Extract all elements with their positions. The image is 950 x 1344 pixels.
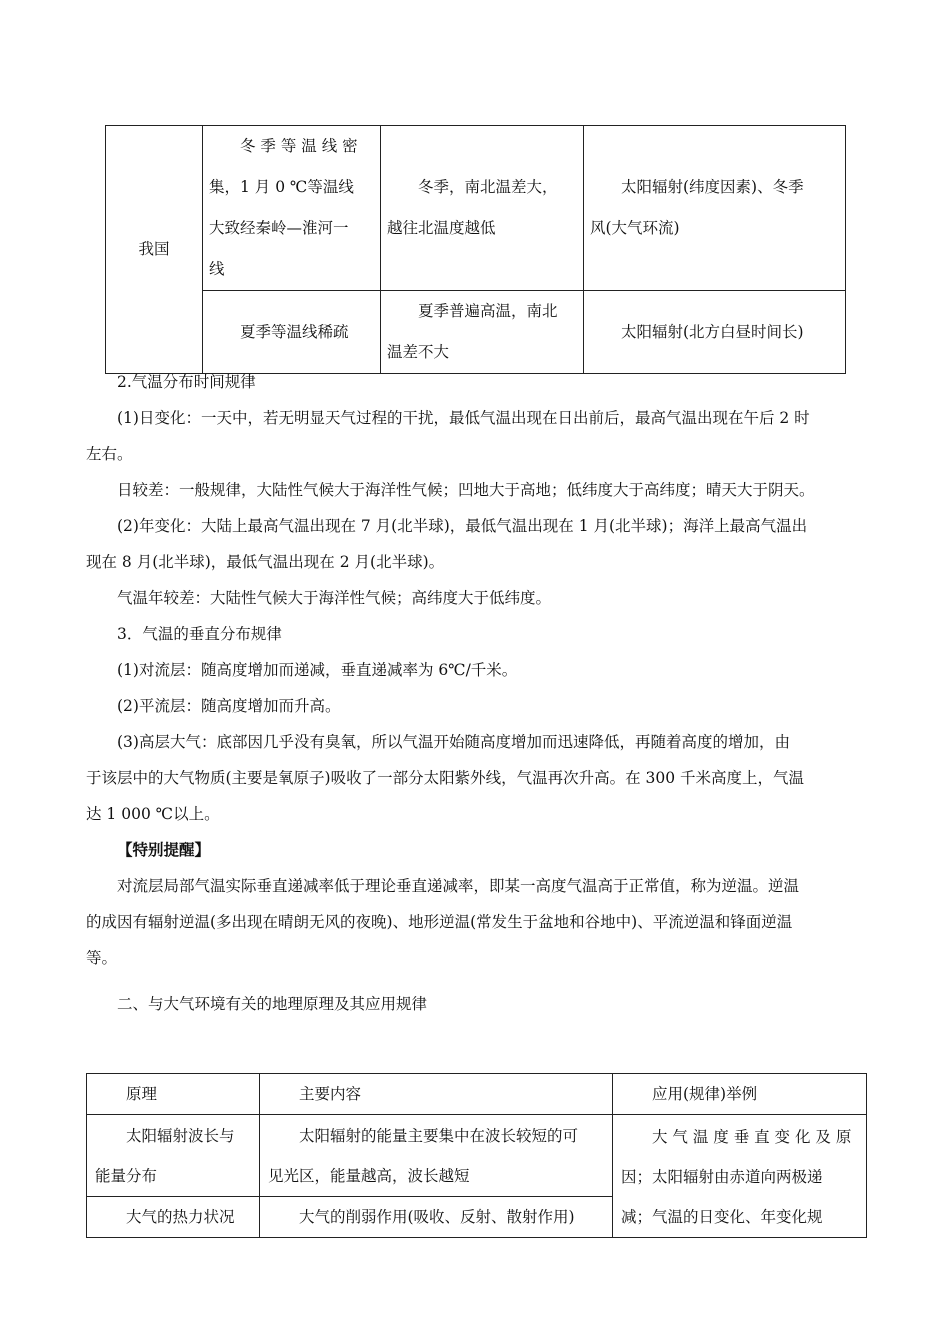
cell-line: 大致经秦岭—淮河一 bbox=[209, 219, 349, 237]
header-label: 主要内容 bbox=[299, 1085, 362, 1103]
temperature-distribution-table bbox=[105, 125, 846, 374]
content-cell bbox=[260, 1115, 613, 1197]
cell-line: 线 bbox=[209, 260, 225, 278]
tip-heading: 【特别提醒】 bbox=[117, 840, 211, 859]
summer-isotherm-feature-cell bbox=[203, 291, 381, 374]
cell-line: 减；气温的日变化、年变化规 bbox=[621, 1208, 823, 1226]
paragraph-line: 现在 8 月(北半球)，最低气温出现在 2 月(北半球)。 bbox=[86, 553, 445, 571]
summer-temperature-desc-cell bbox=[381, 291, 584, 374]
paragraph-line: 日较差：一般规律，大陆性气候大于海洋性气候；凹地大于高地；低纬度大于高纬度；晴天大于阴天。 bbox=[117, 481, 815, 499]
winter-temperature-desc-cell bbox=[381, 126, 584, 291]
cell-line: 冬 季 等 温 线 密 bbox=[240, 137, 358, 155]
paragraph-line: 的成因有辐射逆温(多出现在晴朗无风的夜晚)、地形逆温(常发生于盆地和谷地中)、平流逆温和锋面逆温 bbox=[86, 913, 793, 931]
cell-line: 夏季等温线稀疏 bbox=[240, 322, 349, 341]
cell-line: 太阳辐射(北方白昼时间长) bbox=[621, 322, 804, 341]
cell-line: 因；太阳辐射由赤道向两极递 bbox=[621, 1168, 823, 1186]
region-cell: 我国 bbox=[106, 126, 203, 374]
paragraph-line: (3)高层大气：底部因几乎没有臭氧，所以气温开始随高度增加而迅速降低，再随着高度的增加，由 bbox=[117, 733, 790, 751]
summer-cause-cell bbox=[584, 291, 846, 374]
header-principle bbox=[87, 1074, 260, 1115]
header-label: 应用(规律)举例 bbox=[652, 1085, 758, 1103]
content-cell bbox=[260, 1197, 613, 1238]
body-text bbox=[86, 364, 865, 1022]
paragraph-line: (2)年变化：大陆上最高气温出现在 7 月(北半球)，最低气温出现在 1 月(北半球)；海洋上最高气温出 bbox=[117, 517, 808, 535]
paragraph-line: (1)对流层：随高度增加而递减，垂直递减率为 6℃/千米。 bbox=[117, 661, 518, 679]
paragraph-line: 于该层中的大气物质(主要是氧原子)吸收了一部分太阳紫外线，气温再次升高。在 300 千米高度上，气温 bbox=[86, 769, 805, 787]
cell-line: 集，1 月 0 ℃等温线 bbox=[209, 178, 354, 196]
cell-line: 太阳辐射的能量主要集中在波长较短的可 bbox=[299, 1126, 579, 1145]
paragraph-line: 对流层局部气温实际垂直递减率低于理论垂直递减率，即某一高度气温高于正常值，称为逆温。逆温 bbox=[117, 877, 800, 895]
cell-line: 大气的热力状况 bbox=[126, 1208, 235, 1226]
header-example bbox=[613, 1074, 867, 1115]
cell-line: 太阳辐射(纬度因素)、冬季 bbox=[621, 178, 804, 196]
principle-cell bbox=[87, 1115, 260, 1197]
cell-line: 风(大气环流) bbox=[590, 219, 680, 237]
atmosphere-principles-table bbox=[86, 1073, 867, 1238]
principle-cell bbox=[87, 1197, 260, 1238]
paragraph-line: 左右。 bbox=[86, 445, 133, 463]
section-title: 二、与大气环境有关的地理原理及其应用规律 bbox=[117, 995, 428, 1013]
paragraph-line: (2)平流层：随高度增加而升高。 bbox=[117, 697, 341, 715]
cell-line: 夏季普遍高温，南北 bbox=[418, 302, 558, 320]
example-cell bbox=[613, 1115, 867, 1238]
paragraph-line: (1)日变化：一天中，若无明显天气过程的干扰，最低气温出现在日出前后，最高气温出现在午后 2 时 bbox=[117, 409, 810, 427]
section-heading: 2.气温分布时间规律 bbox=[117, 373, 256, 391]
header-label: 原理 bbox=[126, 1085, 158, 1103]
paragraph-line: 达 1 000 ℃以上。 bbox=[86, 805, 220, 823]
cell-line: 太阳辐射波长与 bbox=[126, 1126, 235, 1145]
winter-isotherm-feature-cell bbox=[203, 126, 381, 291]
paragraph-line: 等。 bbox=[86, 949, 118, 967]
section-heading: 3．气温的垂直分布规律 bbox=[117, 625, 282, 643]
cell-line: 越往北温度越低 bbox=[387, 219, 496, 237]
cell-line: 能量分布 bbox=[95, 1166, 158, 1185]
cell-line: 温差不大 bbox=[387, 343, 450, 361]
winter-cause-cell bbox=[584, 126, 846, 291]
cell-line: 大气的削弱作用(吸收、反射、散射作用) bbox=[299, 1208, 575, 1226]
cell-line: 冬季，南北温差大， bbox=[418, 178, 558, 196]
cell-line: 见光区，能量越高，波长越短 bbox=[268, 1166, 470, 1185]
paragraph-line: 气温年较差：大陆性气候大于海洋性气候；高纬度大于低纬度。 bbox=[117, 589, 552, 607]
header-content bbox=[260, 1074, 613, 1115]
cell-line: 大 气 温 度 垂 直 变 化 及 原 bbox=[652, 1128, 852, 1146]
